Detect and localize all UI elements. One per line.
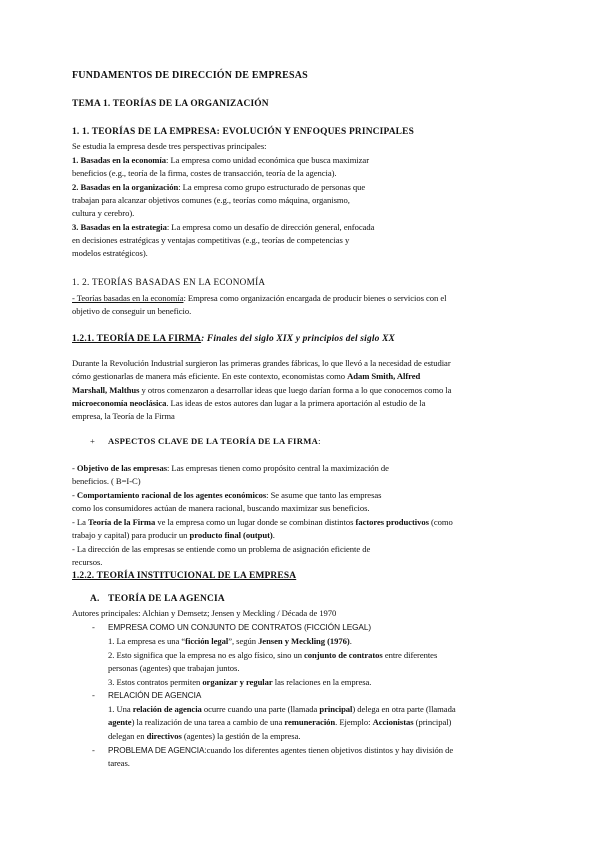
section-1-2-definition-line2: objetivo de conseguir un beneficio. xyxy=(72,306,192,316)
aspect-firm-theory-factors: factores productivos xyxy=(355,517,429,527)
agency-relation-point-1-end: ) delega en otra parte (llamada xyxy=(352,704,456,714)
document-title: FUNDAMENTOS DE DIRECCIÓN DE EMPRESAS xyxy=(72,70,308,81)
contracts-point-2-text: 2. Esto significa que la empresa no es algo físico, sino un xyxy=(108,650,305,660)
tema-heading: TEMA 1. TEORÍAS DE LA ORGANIZACIÓN xyxy=(72,99,269,109)
section-1-2-1-heading xyxy=(72,334,395,345)
contracts-point-2-line2: personas (agentes) que trabajan juntos. xyxy=(108,663,240,673)
section-1-2-heading: 1. 2. TEORÍAS BASADAS EN LA ECONOMÍA xyxy=(72,277,266,287)
agency-problem-text: cuando los diferentes agentes tienen objetivos distintos y hay división de xyxy=(206,745,454,755)
aspect-firm-theory-dash: - La xyxy=(72,517,88,527)
agency-problem-line2: tareas. xyxy=(108,758,130,768)
firm-paragraph-line3 xyxy=(72,385,451,396)
aspect-firm-theory-line2 xyxy=(72,530,275,541)
contracts-heading: EMPRESA COMO UN CONJUNTO DE CONTRATOS (FICCIÓN LEGAL) xyxy=(108,623,372,632)
perspective-economy-label: 1. Basadas en la economía xyxy=(72,155,167,165)
perspective-strategy-line3: modelos estratégicos). xyxy=(72,248,148,258)
aspects-heading-colon: : xyxy=(318,436,321,446)
aspect-objective-dash: - xyxy=(72,463,77,473)
agency-title: TEORÍA DE LA AGENCIA xyxy=(108,594,225,604)
aspect-management-line2: recursos. xyxy=(72,557,103,567)
firm-paragraph-line4-text: . Las ideas de estos autores dan lugar a la primera aportación al estudio de la xyxy=(166,398,426,408)
contracts-point-1 xyxy=(108,636,352,647)
agency-problem xyxy=(108,745,453,756)
aspect-firm-theory xyxy=(72,517,453,528)
agency-relation-term: relación de agencia xyxy=(132,704,202,714)
aspect-rational-text: : Se asume que tanto las empresas xyxy=(266,490,382,500)
agency-relation-point-1-middle: ocurre cuando una parte (llamada xyxy=(201,704,320,714)
agency-relation-heading: RELACIÓN DE AGENCIA xyxy=(108,691,202,700)
aspect-objective-line2: beneficios. ( B=I-C) xyxy=(72,476,141,486)
agency-problem-heading: PROBLEMA DE AGENCIA: xyxy=(108,746,207,755)
firm-paragraph-authors-b: Marshall, Malthus xyxy=(72,385,140,395)
aspect-objective-label: Objetivo de las empresas xyxy=(76,463,167,473)
agency-relation-point-2 xyxy=(108,717,451,728)
contracts-point-1-end: . xyxy=(349,636,352,646)
section-1-1-heading: 1. 1. TEORÍAS DE LA EMPRESA: EVOLUCIÓN Y ENFOQUES PRINCIPALES xyxy=(72,127,415,137)
aspect-firm-theory-text: ve la empresa como un lugar donde se combinan distintos xyxy=(155,517,356,527)
agency-relation-principal: principal xyxy=(319,704,353,714)
section-1-2-definition xyxy=(72,293,446,304)
firm-paragraph-authors-a: Adam Smith, Alfred xyxy=(347,371,421,381)
firm-paragraph-line5: empresa, la Teoría de la Firma xyxy=(72,411,175,421)
aspects-heading xyxy=(108,436,320,447)
perspective-economy-text: : La empresa como unidad económica que busca maximizar xyxy=(166,155,370,165)
agency-relation-point-1 xyxy=(108,704,456,715)
perspective-strategy-label: 3. Basadas en la estrategia xyxy=(72,222,167,232)
aspect-objective-text: : Las empresas tienen como propósito central la maximización de xyxy=(167,463,389,473)
contracts-point-1-authors: Jensen y Meckling (1976) xyxy=(258,636,350,646)
contracts-point-2-end: entre diferentes xyxy=(382,650,438,660)
agency-relation-shareholders: Accionistas xyxy=(372,717,414,727)
aspects-bullet: + xyxy=(90,436,95,446)
aspect-rational-dash: - xyxy=(72,490,77,500)
section-1-1-intro: Se estudia la empresa desde tres perspectivas principales: xyxy=(72,141,267,151)
contracts-point-3-organize: organizar y regular xyxy=(202,677,273,687)
firm-paragraph-microeconomics: microeconomía neoclásica xyxy=(72,398,167,408)
firm-paragraph-line3-text: y otros comenzaron a desarrollar ideas que luego darían forma a lo que conocemos como la xyxy=(139,385,452,395)
aspect-management: - La dirección de las empresas se entiende como un problema de asignación eficiente de xyxy=(72,544,371,554)
agency-relation-point-2-middle: . Ejemplo: xyxy=(335,717,373,727)
aspect-rational-label: Comportamiento racional de los agentes económicos xyxy=(76,490,267,500)
aspect-firm-theory-line2-text: trabajo y capital) para producir un xyxy=(72,530,190,540)
agency-relation-point-3 xyxy=(108,731,300,742)
contracts-point-3-end: las relaciones en la empresa. xyxy=(272,677,372,687)
agency-authors: Autores principales: Alchian y Demsetz; Jensen y Meckling / Década de 1970 xyxy=(72,608,337,618)
section-1-2-1-heading-period: : Finales del siglo XIX y principios del siglo XX xyxy=(201,334,395,344)
contracts-point-1-middle: ”, según xyxy=(228,636,259,646)
perspective-organization-line2: trabajan para alcanzar objetivos comunes (e.g., teorías como máquina, organismo, xyxy=(72,195,350,205)
agency-label: A. xyxy=(90,594,100,604)
contracts-point-1-text: 1. La empresa es una “ xyxy=(108,636,186,646)
perspective-organization xyxy=(72,182,365,193)
contracts-point-3-text: 3. Estos contratos permiten xyxy=(108,677,203,687)
firm-paragraph-line2-text: cómo gestionarlas de manera más eficiente. En este contexto, economistas como xyxy=(72,371,348,381)
aspect-rational xyxy=(72,490,381,501)
section-1-2-2-heading: 1.2.2. TEORÍA INSTITUCIONAL DE LA EMPRESA xyxy=(72,571,297,581)
agency-relation-point-3-end: (agentes) la gestión de la empresa. xyxy=(181,731,301,741)
agency-relation-directors: directivos xyxy=(146,731,182,741)
perspective-organization-line3: cultura y cerebro). xyxy=(72,208,135,218)
perspective-organization-text: : La empresa como grupo estructurado de personas que xyxy=(178,182,366,192)
contracts-point-1-legal-fiction: ficción legal xyxy=(185,636,229,646)
aspects-heading-label: ASPECTOS CLAVE DE LA TEORÍA DE LA FIRMA xyxy=(108,436,319,446)
perspective-strategy-line2: en decisiones estratégicas y ventajas competitivas (e.g., teorías de competencias y xyxy=(72,235,350,245)
agency-relation-point-2-text: ) la realización de una tarea a cambio de una xyxy=(131,717,285,727)
contracts-dash: - xyxy=(92,622,95,632)
agency-relation-point-3-text: delegan en xyxy=(108,731,147,741)
contracts-point-3 xyxy=(108,677,371,688)
section-1-2-definition-text: : Empresa como organización encargada de producir bienes o servicios con el xyxy=(183,293,447,303)
agency-relation-point-2-end: (principal) xyxy=(413,717,452,727)
section-1-2-definition-label: - Teorías basadas en la economía xyxy=(72,293,184,303)
perspective-organization-label: 2. Basadas en la organización xyxy=(72,182,179,192)
agency-relation-point-1-text: 1. Una xyxy=(108,704,133,714)
firm-paragraph-line1: Durante la Revolución Industrial surgieron las primeras grandes fábricas, lo que llevó a la necesidad de estudiar xyxy=(72,358,451,368)
aspect-firm-theory-label: Teoría de la Firma xyxy=(87,517,156,527)
aspect-firm-theory-output: producto final (output) xyxy=(189,530,273,540)
agency-relation-remuneration: remuneración xyxy=(284,717,336,727)
firm-paragraph-line4 xyxy=(72,398,425,409)
perspective-strategy xyxy=(72,222,374,233)
contracts-point-2 xyxy=(108,650,437,661)
aspect-objective xyxy=(72,463,389,474)
section-1-2-1-heading-label: 1.2.1. TEORÍA DE LA FIRMA xyxy=(72,334,202,344)
perspective-strategy-text: : La empresa como un desafío de dirección general, enfocada xyxy=(166,222,375,232)
agency-relation-dash: - xyxy=(92,690,95,700)
contracts-point-2-contracts: conjunto de contratos xyxy=(304,650,383,660)
perspective-economy xyxy=(72,155,369,166)
aspect-firm-theory-text-end: (como xyxy=(428,517,453,527)
aspect-rational-line2: como los consumidores actúan de manera racional, buscando maximizar sus beneficios. xyxy=(72,503,370,513)
firm-paragraph-line2 xyxy=(72,371,420,382)
aspect-firm-theory-line2-end: . xyxy=(272,530,275,540)
agency-problem-dash: - xyxy=(92,745,95,755)
agency-relation-agent: agente xyxy=(108,717,132,727)
perspective-economy-line2: beneficios (e.g., teoría de la firma, costes de transacción, teoría de la agencia). xyxy=(72,168,337,178)
